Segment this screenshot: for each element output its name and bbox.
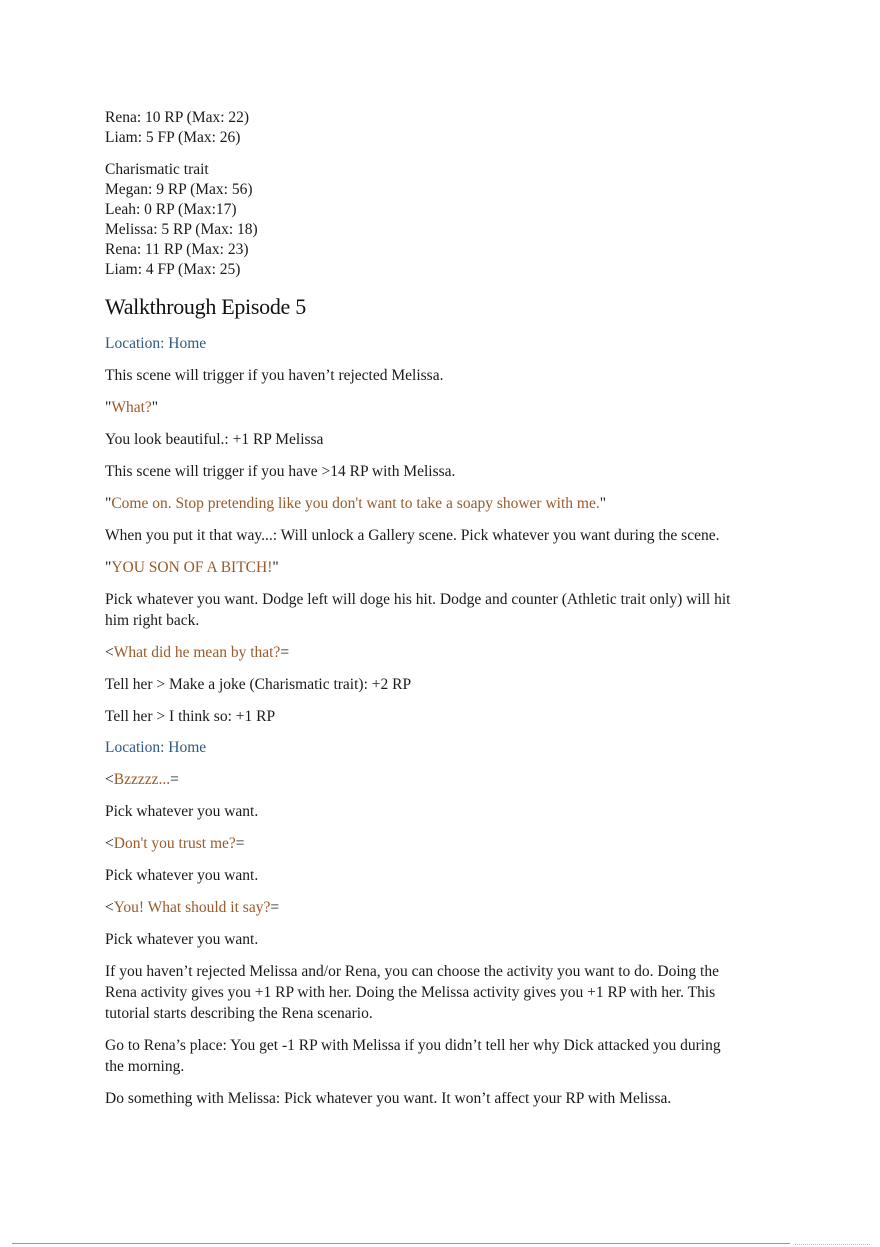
stat-line: Rena: 10 RP (Max: 22) <box>105 109 250 126</box>
paragraph: Do something with Melissa: Pick whatever you want. It won’t affect your RP with Melissa. <box>105 1090 672 1107</box>
quote-close: " <box>272 559 279 576</box>
stats-block-charismatic <box>105 160 735 280</box>
paragraph: If you haven’t rejected Melissa and/or Rena, you can choose the activity you want to do. Doing the Rena activity gives you +1 RP with her. Doing the Melissa activity gives you +1 RP with her. This tutorial starts describing the Rena scenario. <box>105 963 719 1022</box>
paragraph: Pick whatever you want. <box>105 803 259 820</box>
quote-line <box>105 557 735 578</box>
quote-open: < <box>105 644 114 661</box>
stats-block-top <box>105 108 735 148</box>
stat-heading: Charismatic trait <box>105 161 209 178</box>
paragraph: Pick whatever you want. <box>105 931 259 948</box>
quote-open: " <box>105 495 112 512</box>
section-heading: Walkthrough Episode 5 <box>105 294 306 319</box>
quote-text: You! What should it say? <box>113 899 271 916</box>
quote-close: = <box>270 899 280 916</box>
quote-close: = <box>235 835 245 852</box>
footer-ornament <box>795 1240 870 1245</box>
quote-open: < <box>105 835 114 852</box>
quote-line <box>105 897 735 918</box>
location-label: Location: Home <box>105 335 207 352</box>
quote-text: YOU SON OF A BITCH! <box>111 559 273 576</box>
paragraph: You look beautiful.: +1 RP Melissa <box>105 431 324 448</box>
paragraph: Pick whatever you want. <box>105 867 259 884</box>
quote-text: Don't you trust me? <box>113 835 236 852</box>
quote-open: < <box>105 899 114 916</box>
stat-line: Leah: 0 RP (Max:17) <box>105 201 237 218</box>
paragraph: Go to Rena’s place: You get -1 RP with Melissa if you didn’t tell her why Dick attacked you during the morning. <box>105 1037 721 1075</box>
stat-line: Liam: 4 FP (Max: 25) <box>105 261 241 278</box>
stat-line: Rena: 11 RP (Max: 23) <box>105 241 249 258</box>
quote-text: Bzzzzz... <box>113 771 171 788</box>
quote-line <box>105 493 735 514</box>
paragraph: Tell her > Make a joke (Charismatic trait): +2 RP <box>105 676 412 693</box>
quote-close: = <box>170 771 179 788</box>
paragraph: When you put it that way...: Will unlock a Gallery scene. Pick whatever you want during the scene. <box>105 527 720 544</box>
paragraph: This scene will trigger if you have >14 RP with Melissa. <box>105 463 456 480</box>
quote-line <box>105 397 735 418</box>
quote-close: " <box>151 399 159 416</box>
quote-text: What did he mean by that? <box>113 644 281 661</box>
quote-line <box>105 642 735 663</box>
quote-open: " <box>105 559 112 576</box>
stat-line: Melissa: 5 RP (Max: 18) <box>105 221 258 238</box>
paragraph: Tell her > I think so: +1 RP <box>105 708 276 725</box>
quote-close: " <box>599 495 607 512</box>
footer-divider <box>12 1243 790 1244</box>
location-label: Location: Home <box>105 739 207 756</box>
quote-open: " <box>105 399 112 416</box>
stat-line: Liam: 5 FP (Max: 26) <box>105 129 241 146</box>
quote-text: Come on. Stop pretending like you don't want to take a soapy shower with me. <box>111 495 600 512</box>
document-page <box>105 108 735 1120</box>
quote-open: < <box>105 771 114 788</box>
quote-line <box>105 769 735 790</box>
quote-line <box>105 833 735 854</box>
quote-close: = <box>280 644 290 661</box>
quote-text: What? <box>111 399 152 416</box>
stat-line: Megan: 9 RP (Max: 56) <box>105 181 253 198</box>
paragraph: Pick whatever you want. Dodge left will doge his hit. Dodge and counter (Athletic trait only) will hit him right back. <box>105 591 731 629</box>
paragraph: This scene will trigger if you haven’t rejected Melissa. <box>105 367 444 384</box>
